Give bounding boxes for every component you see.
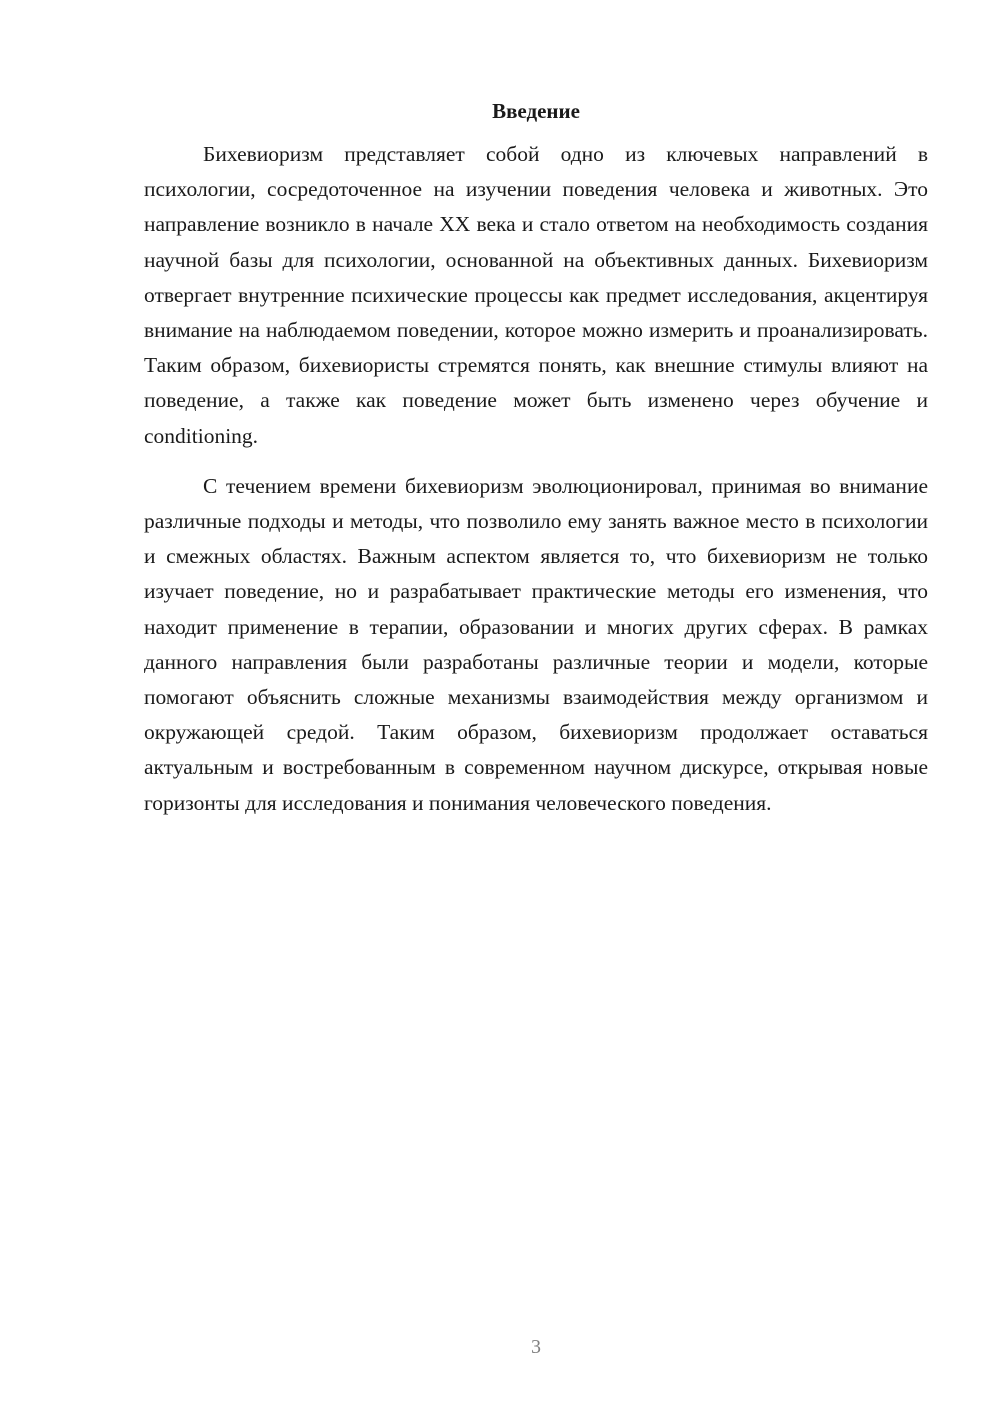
paragraph-2: С течением времени бихевиоризм эволюционировал, принимая во внимание различные подходы и методы, что позволило ему занять важное место в психологии и смежных областях. Важным аспектом является то, что бихевиоризм не только изучает поведение, но и разрабатывает практические методы его изменения, что находит применение в терапии, образовании и многих других сферах. В рамках данного направления были разработаны различные теории и модели, которые помогают объяснить сложные механизмы взаимодействия между организмом и окружающей средой. Таким образом, бихевиоризм продолжает оставаться актуальным и востребованным в современном научном дискурсе, открывая новые горизонты для исследования и понимания человеческого поведения. <box>144 473 928 815</box>
paragraph-1: Бихевиоризм представляет собой одно из ключевых направлений в психологии, сосредоточенное на изучении поведения человека и животных. Это направление возникло в начале XX века и стало ответом на необходимость создания научной базы для психологии, основанной на объективных данных. Бихевиоризм отвергает внутренние психические процессы как предмет исследования, акцентируя внимание на наблюдаемом поведении, которое можно измерить и проанализировать. Таким образом, бихевиористы стремятся понять, как внешние стимулы влияют на поведение, а также как поведение может быть изменено через обучение и conditioning. <box>144 142 928 448</box>
page-content <box>144 94 928 821</box>
page-number: 3 <box>531 1336 541 1358</box>
section-heading: Введение <box>492 99 580 123</box>
